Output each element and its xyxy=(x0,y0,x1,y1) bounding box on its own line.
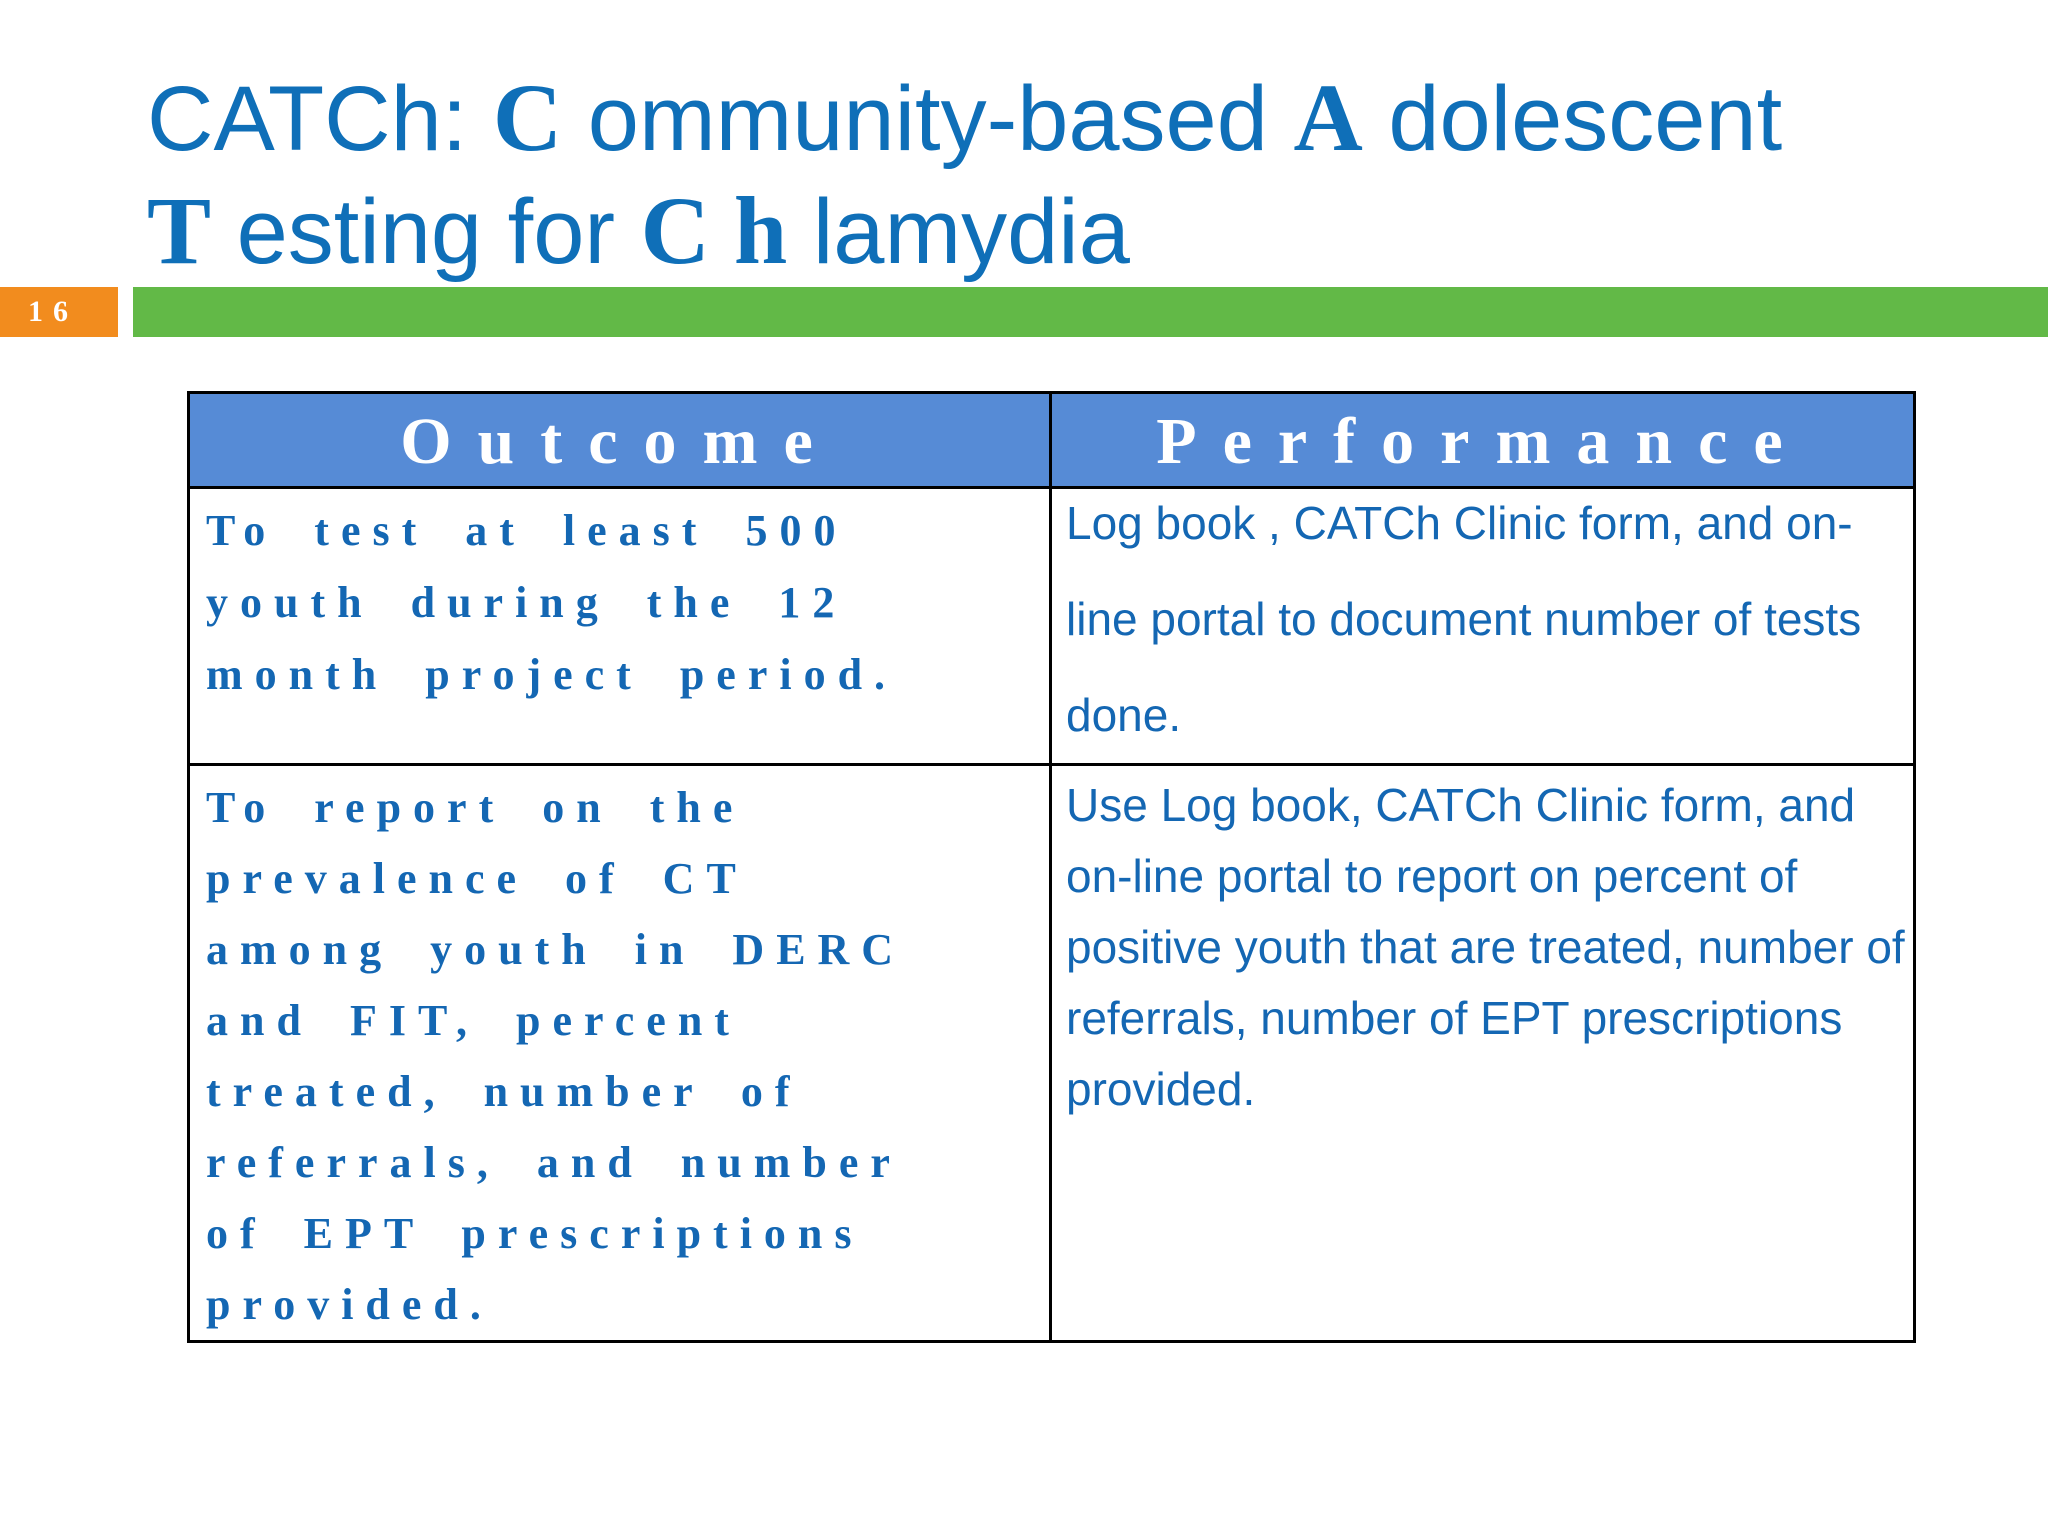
outcome-performance-table-wrap xyxy=(187,391,1913,1343)
title-line-2 xyxy=(147,175,1947,288)
outcome-line: referrals, and number xyxy=(206,1138,902,1187)
slide-number: 16 xyxy=(0,287,118,337)
table-header-row xyxy=(189,393,1915,488)
outcome-line: of EPT prescriptions xyxy=(206,1209,864,1258)
performance-cell xyxy=(1051,765,1915,1342)
outcome-line: To report on the xyxy=(206,783,745,832)
header-outcome: Outcome xyxy=(189,393,1051,488)
title-initial-ch: C h xyxy=(640,177,788,284)
outcome-text xyxy=(190,766,1049,1340)
title-text: ommunity-based xyxy=(562,68,1294,170)
outcome-performance-table xyxy=(187,391,1916,1343)
title-text: dolescent xyxy=(1362,68,1783,170)
outcome-line: provided. xyxy=(206,1280,493,1329)
outcome-line: treated, number of xyxy=(206,1067,802,1116)
accent-bar xyxy=(133,287,2048,337)
outcome-line: prevalence of CT xyxy=(206,854,748,903)
table-row xyxy=(189,765,1915,1342)
slide-title xyxy=(147,62,1947,288)
title-initial-c: C xyxy=(492,64,563,171)
title-text: lamydia xyxy=(787,181,1130,283)
outcome-line: among youth in DERC xyxy=(206,925,906,974)
table-row xyxy=(189,488,1915,765)
title-text: CATCh: xyxy=(147,68,493,170)
performance-cell xyxy=(1051,488,1915,765)
title-initial-t: T xyxy=(147,177,212,284)
outcome-cell xyxy=(189,488,1051,765)
outcome-cell xyxy=(189,765,1051,1342)
header-performance: Performance xyxy=(1051,393,1915,488)
performance-text: Use Log book, CATCh Clinic form, and on-line portal to report on percent of positive youth that are treated, number of referrals, number of EPT prescriptions provided. xyxy=(1066,779,1905,1115)
title-initial-a: A xyxy=(1293,64,1363,171)
outcome-line: and FIT, percent xyxy=(206,996,741,1045)
performance-text: Log book , CATCh Clinic form, and on-line portal to document number of tests done. xyxy=(1066,497,1862,741)
title-line-1 xyxy=(147,62,1947,175)
title-text: esting for xyxy=(211,181,641,283)
outcome-text: To test at least 500 youth during the 12 month project period. xyxy=(206,506,898,699)
